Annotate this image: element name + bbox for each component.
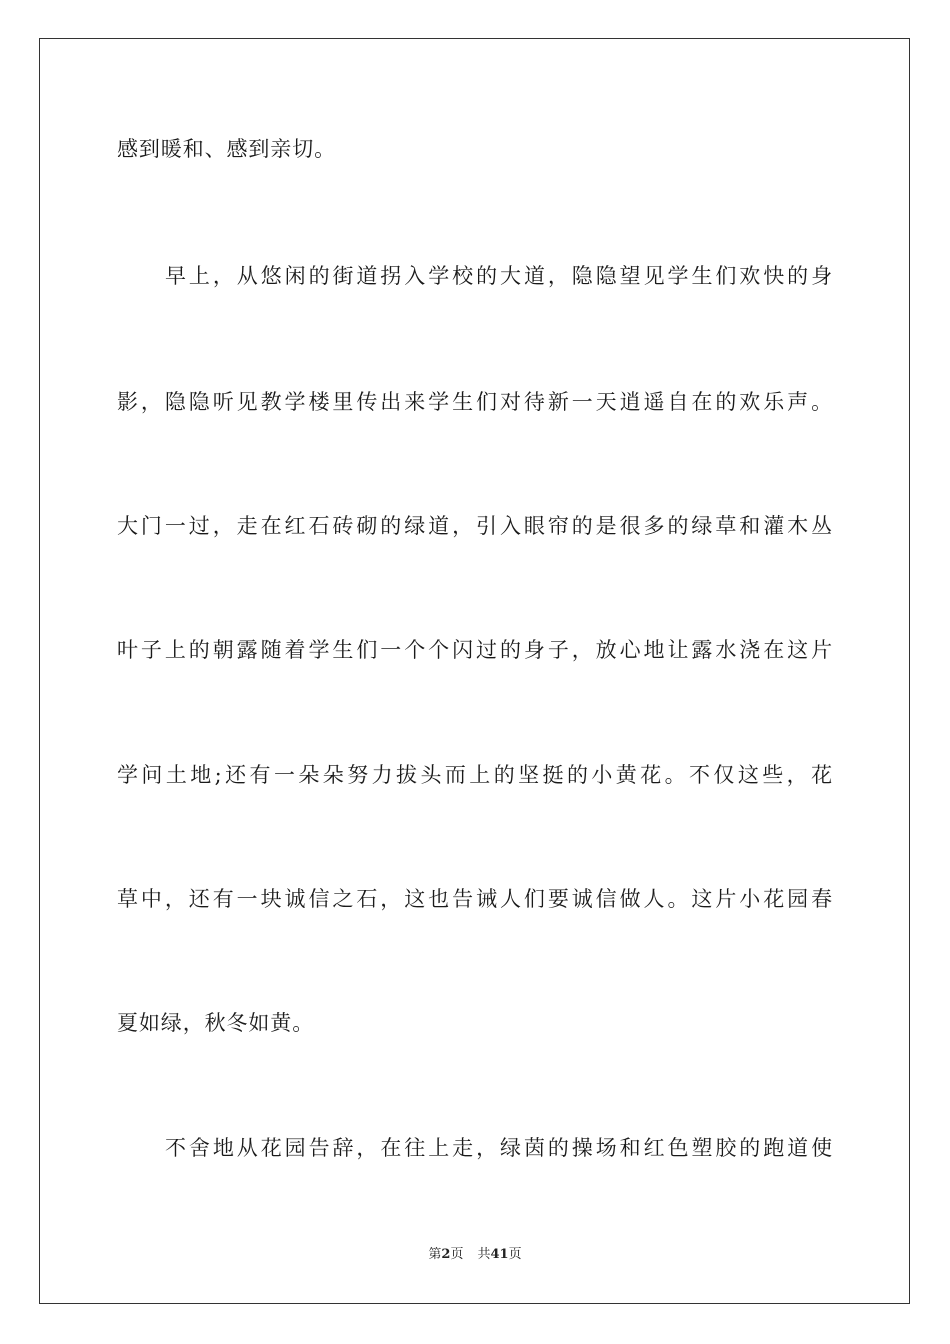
text-line-8: 夏如绿，秋冬如黄。	[117, 1011, 315, 1035]
page-border	[39, 38, 910, 1304]
page-number: 第2页	[428, 1247, 464, 1262]
page-total: 共41页	[477, 1247, 522, 1262]
text-line-6: 学问土地;还有一朵朵努力拔头而上的坚挺的小黄花。不仅这些，花	[117, 763, 833, 787]
text-line-2: 早上，从悠闲的街道拐入学校的大道，隐隐望见学生们欢快的身	[165, 264, 833, 288]
text-line-3: 影，隐隐听见教学楼里传出来学生们对待新一天逍遥自在的欢乐声。	[117, 390, 833, 414]
text-line-7: 草中，还有一块诚信之石，这也告诫人们要诚信做人。这片小花园春	[117, 887, 833, 911]
text-line-9: 不舍地从花园告辞，在往上走，绿茵的操场和红色塑胶的跑道使	[165, 1136, 833, 1160]
text-line-5: 叶子上的朝露随着学生们一个个闪过的身子，放心地让露水浇在这片	[117, 638, 833, 662]
text-line-4: 大门一过，走在红石砖砌的绿道，引入眼帘的是很多的绿草和灌木丛	[117, 514, 833, 538]
page-footer	[0, 1245, 950, 1265]
text-line-1: 感到暖和、感到亲切。	[117, 137, 336, 161]
